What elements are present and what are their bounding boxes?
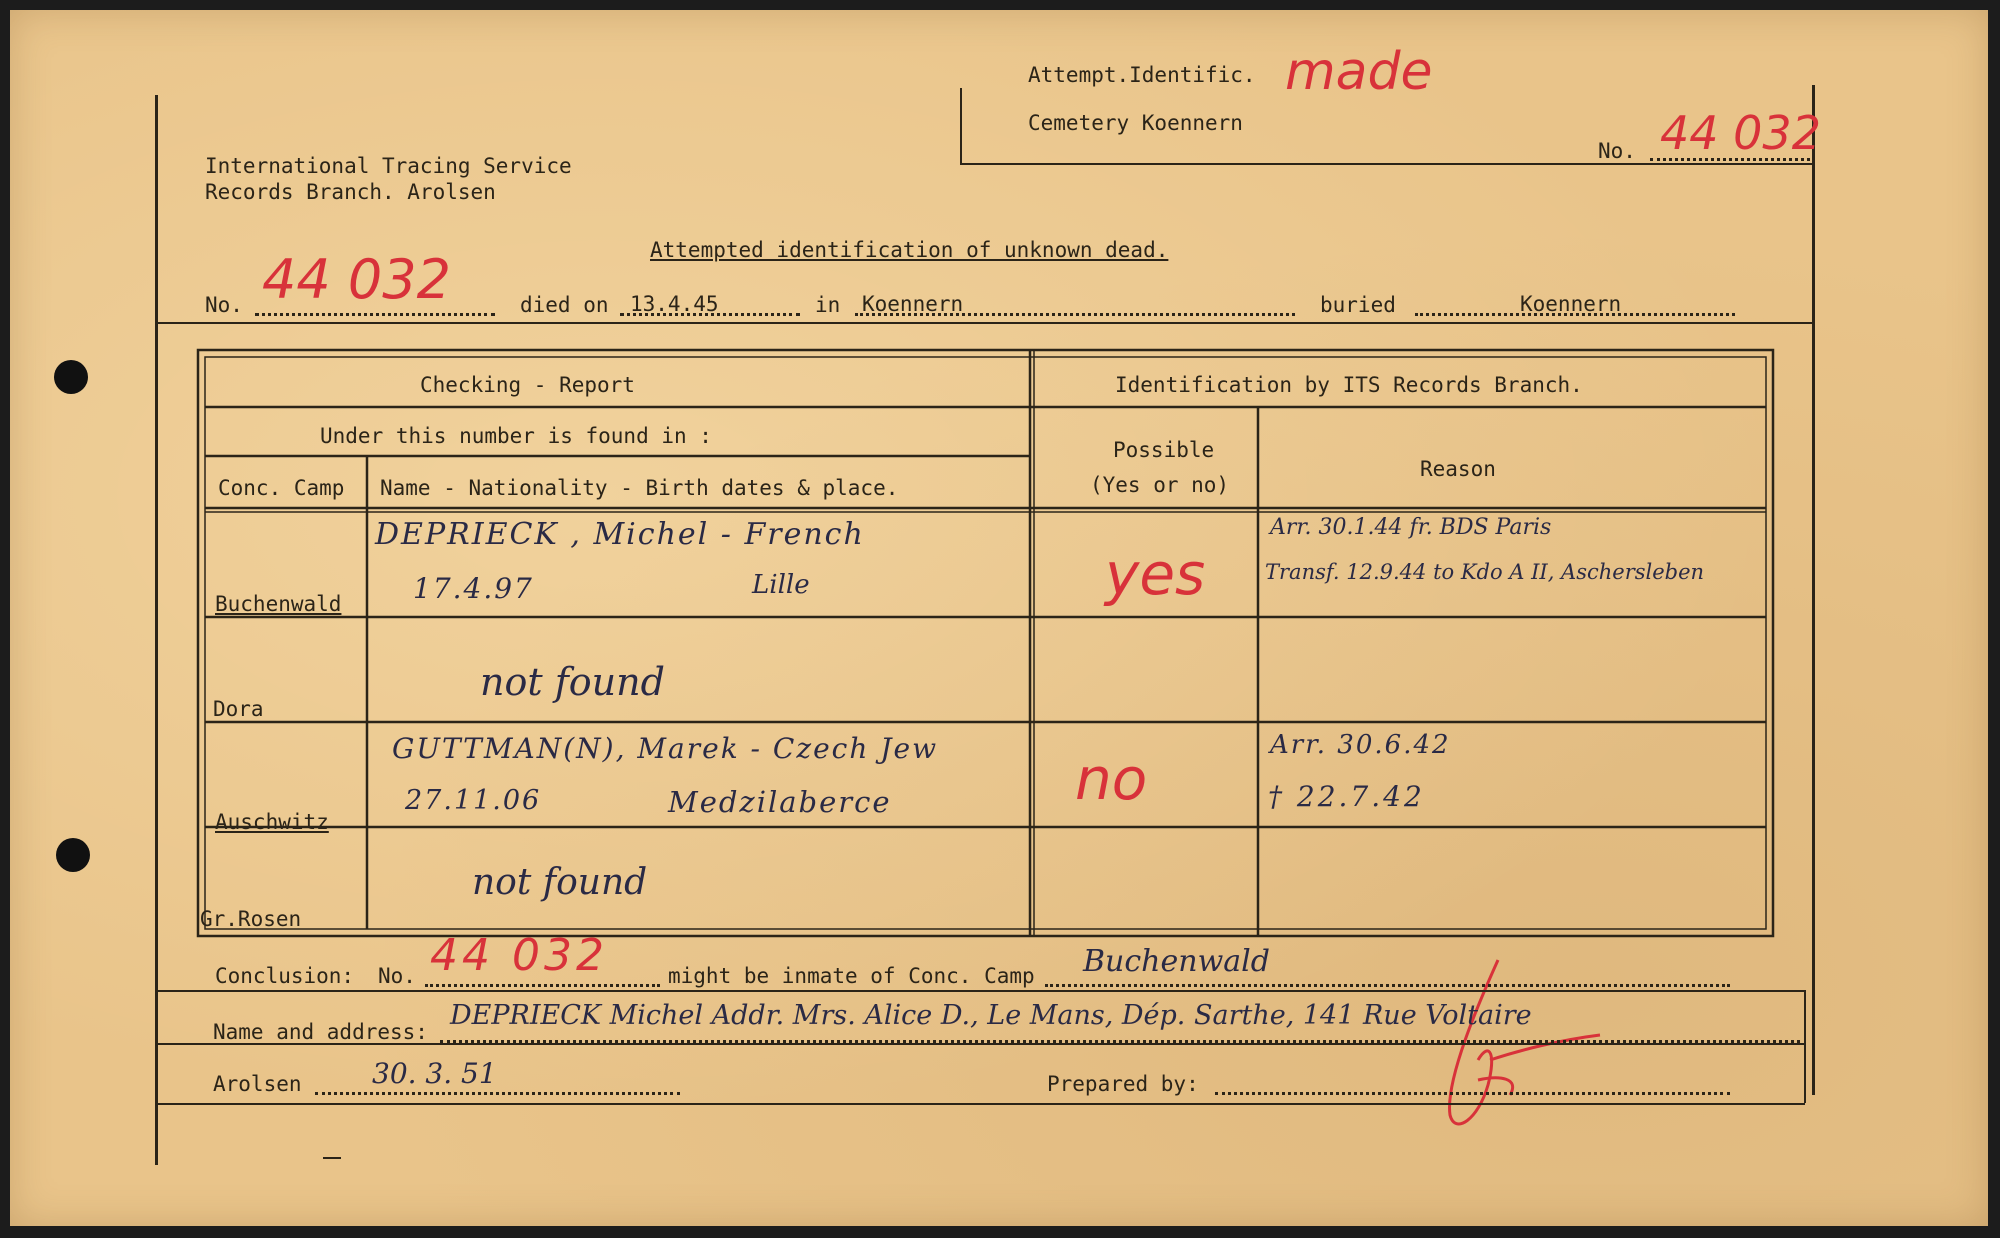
table-row-camp: Auschwitz — [215, 810, 329, 834]
prepared-by-dots — [1215, 1092, 1730, 1095]
table-row-reason-1: Arr. 30.1.44 fr. BDS Paris — [1270, 515, 1552, 540]
conclusion-rule-bottom — [155, 1103, 1805, 1105]
table-row-birthplace: Lille — [752, 570, 810, 600]
page-title: Attempted identification of unknown dead. — [650, 238, 1169, 262]
prepared-by-label: Prepared by: — [1047, 1072, 1199, 1096]
col-reason-header: Reason — [1420, 457, 1496, 481]
header-no-value: 44 032 — [1660, 106, 1821, 160]
table-row-possible: yes — [1105, 540, 1206, 608]
died-value: 13.4.45 — [630, 292, 719, 316]
table-row-name: not found — [480, 660, 665, 704]
name-address-dots — [440, 1040, 1800, 1043]
cemetery-label: Cemetery Koennern — [1028, 111, 1243, 135]
record-no-label: No. — [205, 293, 243, 317]
table-row-reason-2: † 22.7.42 — [1268, 780, 1425, 813]
conclusion-no-value: 44 032 — [430, 930, 608, 981]
arolsen-dots — [315, 1092, 680, 1095]
died-label: died on — [520, 293, 609, 317]
col-possible-header-2: (Yes or no) — [1090, 473, 1230, 497]
camp-dots — [1045, 984, 1730, 987]
org-line-2: Records Branch. Arolsen — [205, 180, 496, 204]
buried-value: Koennern — [1520, 292, 1622, 316]
arolsen-date: 30. 3. 51 — [372, 1057, 497, 1090]
col-camp-header: Conc. Camp — [218, 476, 345, 500]
col-name-header: Name - Nationality - Birth dates & place. — [380, 476, 899, 500]
table-row-camp: Buchenwald — [215, 592, 342, 616]
identification-heading: Identification by ITS Records Branch. — [1115, 373, 1583, 397]
in-value: Koennern — [862, 292, 964, 316]
conclusion-rule-right — [1804, 990, 1806, 1103]
table-row-name: DEPRIECK , Michel - French — [375, 517, 865, 552]
in-label: in — [815, 293, 841, 317]
conclusion-rule-top — [155, 990, 1805, 992]
table-row-camp: Dora — [213, 697, 264, 721]
table-row-birthdate: 17.4.97 — [413, 572, 534, 605]
conclusion-camp-value: Buchenwald — [1083, 944, 1270, 979]
record-no-value: 44 032 — [262, 248, 451, 311]
checking-report-heading: Checking - Report — [420, 373, 635, 397]
conclusion-no-dots — [425, 984, 660, 987]
col-possible-header-1: Possible — [1113, 438, 1215, 462]
attempt-value: made — [1285, 42, 1433, 102]
name-address-label: Name and address: — [213, 1020, 428, 1044]
buried-label: buried — [1320, 293, 1396, 317]
table-row-possible: no — [1075, 745, 1148, 813]
table-row-camp: Gr.Rosen — [200, 907, 302, 931]
table-row-birthdate: 27.11.06 — [405, 785, 542, 816]
header-no-label: No. — [1598, 139, 1636, 163]
name-address-value: DEPRIECK Michel Addr. Mrs. Alice D., Le Mans, Dép. Sarthe, 141 Rue Voltaire — [450, 1000, 1532, 1031]
might-be-label: might be inmate of Conc. Camp — [668, 964, 1035, 988]
conclusion-no-label: No. — [378, 964, 416, 988]
table-row-reason-2: Transf. 12.9.44 to Kdo A II, Aschersleben — [1265, 560, 1705, 584]
conclusion-label: Conclusion: — [215, 964, 355, 988]
table-row-birthplace: Medzilaberce — [668, 785, 892, 819]
found-in-heading: Under this number is found in : — [320, 424, 712, 448]
org-line-1: International Tracing Service — [205, 154, 572, 178]
attempt-label: Attempt.Identific. — [1028, 63, 1256, 87]
stray-mark — [323, 1157, 341, 1159]
arolsen-label: Arolsen — [213, 1072, 302, 1096]
table-row-name: not found — [472, 862, 648, 903]
table-row-reason-1: Arr. 30.6.42 — [1270, 730, 1451, 760]
table-row-name: GUTTMAN(N), Marek - Czech Jew — [392, 732, 939, 765]
